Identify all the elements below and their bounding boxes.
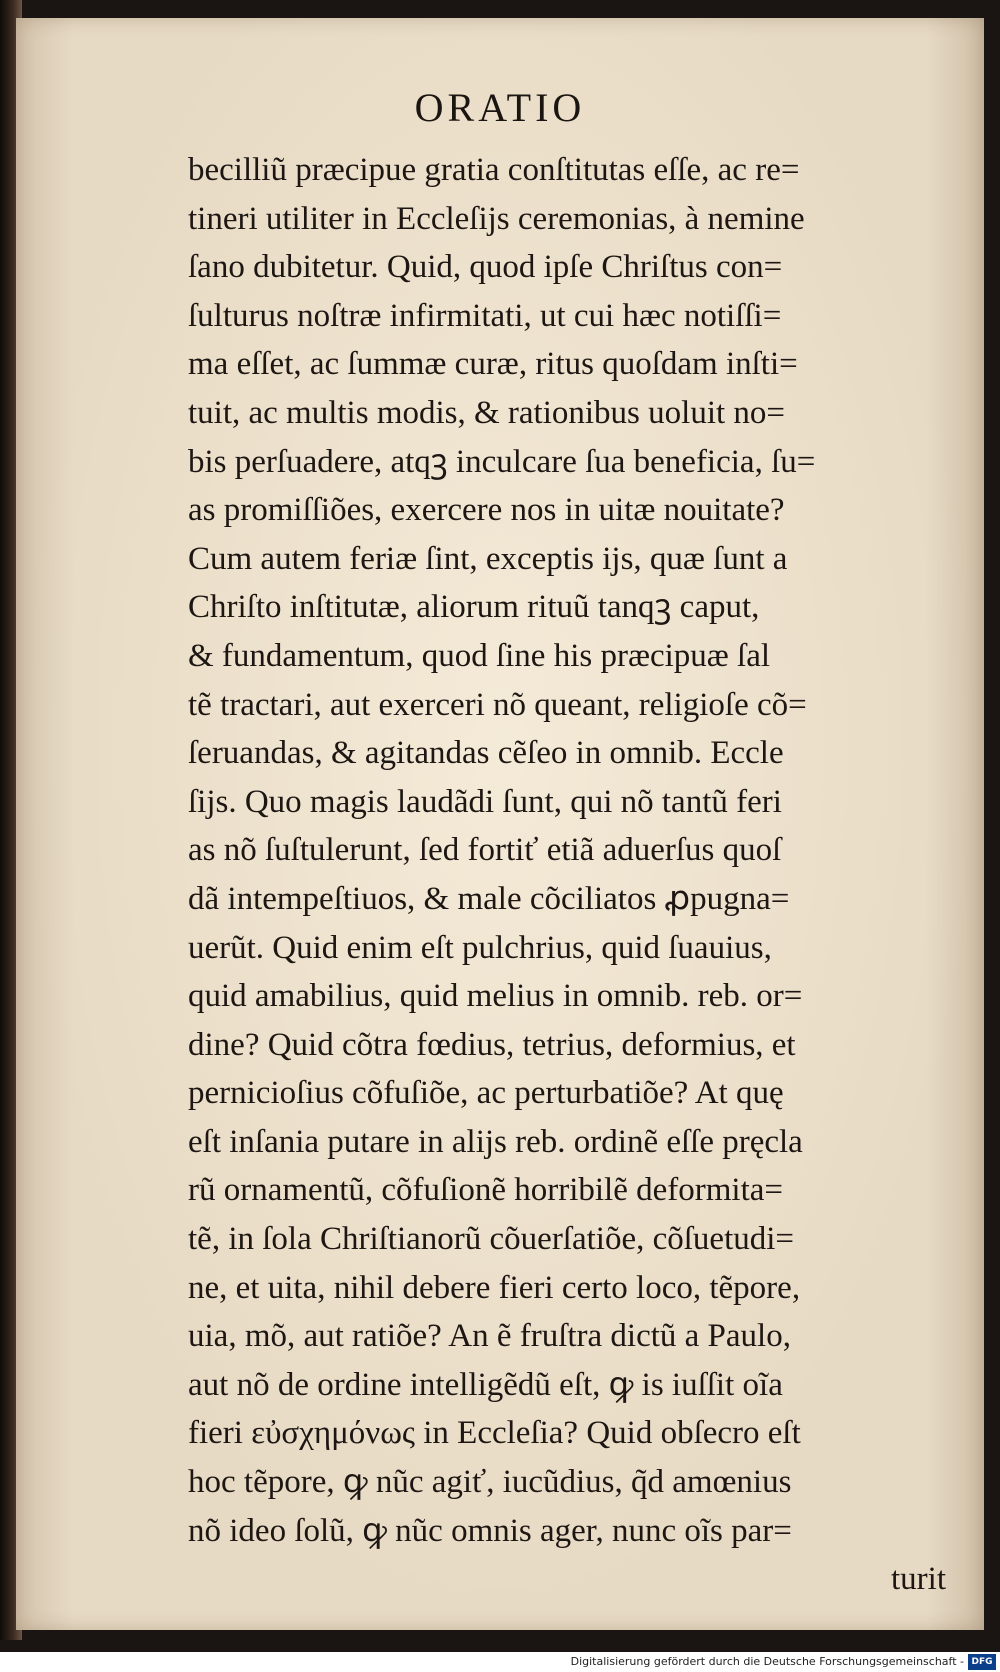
- catchword: turit: [891, 1561, 946, 1598]
- text-line: dine? Quid cõtra fœdius, tetrius, deformius, et: [188, 1026, 796, 1063]
- text-line: tineri utiliter in Eccleſijs ceremonias, à nemine: [188, 200, 805, 237]
- text-line: Chriſto inſtitutæ, aliorum rituũ tanqꝫ caput,: [188, 589, 760, 626]
- text-line: ne, et uita, nihil debere fieri certo loco, tẽpore,: [188, 1269, 801, 1306]
- text-line: ſijs. Quo magis laudãdi ſunt, qui nõ tantũ feri: [188, 783, 782, 820]
- text-line: & fundamentum, quod ſine his præcipuæ ſal: [188, 637, 771, 674]
- text-line: as nõ ſuſtulerunt, ſed fortiť etiã aduerſus quoſ: [188, 832, 782, 869]
- text-line: becilliũ præcipue gratia conſtitutas eſſe, ac re=: [188, 152, 800, 188]
- text-line: uerũt. Quid enim eſt pulchrius, quid ſuauius,: [188, 929, 772, 966]
- text-line: uia, mõ, aut ratiõe? An ẽ fruſtra dictũ a Paulo,: [188, 1318, 791, 1355]
- book-page: [16, 18, 984, 1630]
- footer-bar: [0, 1652, 1000, 1672]
- text-line: quid amabilius, quid melius in omnib. reb. or=: [188, 978, 803, 1015]
- text-line: fieri εὐσχημόνως in Eccleſia? Quid obſecro eſt: [188, 1415, 801, 1452]
- text-line: hoc tẽpore, ꝙ nũc agiť, iucũdius, q̃d amœnius: [188, 1464, 792, 1501]
- body-text: [188, 146, 948, 1604]
- text-line: ma eſſet, ac ſummæ curæ, ritus quoſdam inſti=: [188, 346, 798, 383]
- text-line: ſulturus noſtræ infirmitati, ut cui hæc notiſſi=: [188, 297, 782, 334]
- text-line: ſano dubitetur. Quid, quod ipſe Chriſtus con=: [188, 249, 783, 286]
- text-line: tẽ tractari, aut exerceri nõ queant, religioſe cõ=: [188, 686, 807, 723]
- text-line: Cum autem feriæ ſint, exceptis ijs, quæ ſunt a: [188, 540, 788, 577]
- text-line: dã intempeſtiuos, & male cõciliatos ꝓpugna=: [188, 880, 790, 917]
- text-line: eſt inſania putare in alijs reb. ordinẽ eſſe pręcla: [188, 1123, 803, 1160]
- text-line: rũ ornamentũ, cõfuſionẽ horribilẽ deformita=: [188, 1172, 783, 1209]
- text-line: tuit, ac multis modis, & rationibus uoluit no=: [188, 394, 786, 431]
- text-line: as promiſſiões, exercere nos in uitæ nouitate?: [188, 492, 785, 529]
- text-line: aut nõ de ordine intelligẽdũ eſt, ꝙ is iuſſit oĩa: [188, 1366, 783, 1403]
- funding-credit: Digitalisierung gefördert durch die Deutsche Forschungsgemeinschaft -: [570, 1655, 964, 1668]
- text-line: pernicioſius cõfuſiõe, ac perturbatiõe? At quę: [188, 1075, 784, 1112]
- dfg-logo: DFG: [968, 1654, 996, 1670]
- text-line: nõ ideo ſolũ, ꝙ nũc omnis ager, nunc oĩs par=: [188, 1512, 792, 1549]
- text-line: tẽ, in ſola Chriſtianorũ cõuerſatiõe, cõſuetudi=: [188, 1221, 795, 1258]
- page-title: ORATIO: [414, 85, 586, 130]
- text-line: ſeruandas, & agitandas cẽſeo in omnib. Eccle: [188, 735, 784, 772]
- text-line: bis perſuadere, atqꝫ inculcare ſua beneficia, ſu=: [188, 443, 816, 480]
